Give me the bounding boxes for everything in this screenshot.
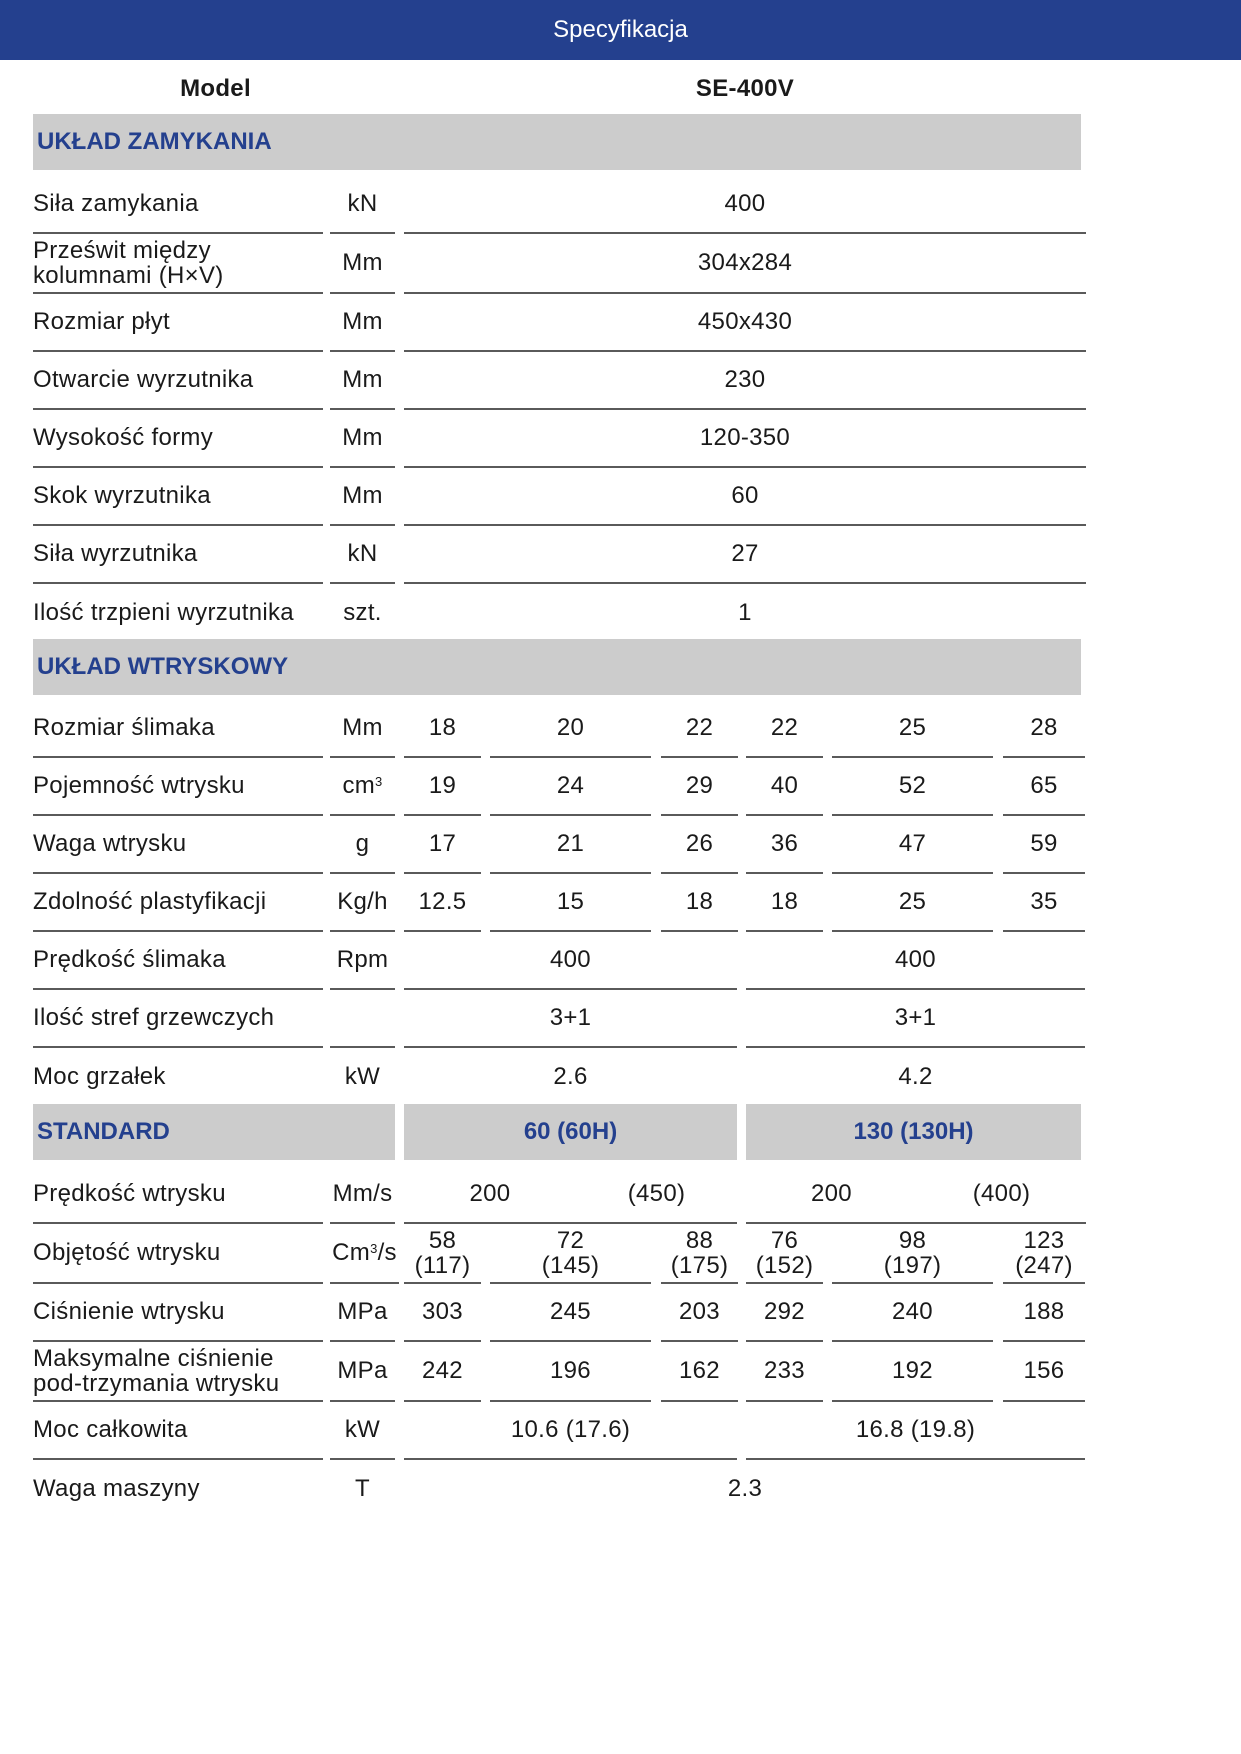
spec-label: Prześwit między kolumnami (H×V) xyxy=(33,234,323,294)
spec-label: Otwarcie wyrzutnika xyxy=(33,352,323,410)
spec-value: 12.5 xyxy=(404,874,481,932)
spec-value: 21 xyxy=(490,816,651,874)
spec-value: 18 xyxy=(661,874,738,932)
section-standard: STANDARD xyxy=(33,1104,395,1160)
spec-value: 35 xyxy=(1003,874,1085,932)
spec-value: 29 xyxy=(661,758,738,816)
spec-unit: Mm xyxy=(330,352,395,410)
spec-value: 16.8 (19.8) xyxy=(746,1402,1085,1460)
spec-value: 59 xyxy=(1003,816,1085,874)
value-bottom: (145) xyxy=(541,1252,600,1279)
spec-value: 27 xyxy=(404,526,1086,584)
spec-label: Moc grzałek xyxy=(33,1063,166,1091)
spec-label: Zdolność plastyfikacji xyxy=(33,874,323,932)
spec-value: 40 xyxy=(746,758,823,816)
spec-label: Wysokość formy xyxy=(33,410,323,468)
standard-col-2: 130 (130H) xyxy=(746,1104,1081,1160)
spec-value: 25 xyxy=(832,700,993,758)
spec-value: 10.6 (17.6) xyxy=(404,1402,737,1460)
spec-unit: Rpm xyxy=(330,932,395,990)
standard-col-1: 60 (60H) xyxy=(404,1104,737,1160)
model-label: Model xyxy=(180,75,251,103)
spec-value: (450) xyxy=(576,1166,737,1224)
spec-unit: Mm xyxy=(330,700,395,758)
section-clamping: UKŁAD ZAMYKANIA xyxy=(33,114,1081,170)
spec-value: 28 xyxy=(1003,700,1085,758)
spec-label: Waga maszyny xyxy=(33,1475,200,1503)
spec-unit: MPa xyxy=(330,1342,395,1402)
spec-value-stacked xyxy=(1003,1224,1085,1284)
spec-unit: Mm/s xyxy=(330,1166,395,1224)
spec-value: 120-350 xyxy=(404,410,1086,468)
spec-value: 18 xyxy=(746,874,823,932)
value-bottom: (117) xyxy=(414,1252,471,1279)
spec-label: Siła zamykania xyxy=(33,176,323,234)
spec-unit: Kg/h xyxy=(330,874,395,932)
spec-unit: Mm xyxy=(330,294,395,352)
spec-value: 24 xyxy=(490,758,651,816)
spec-value: 242 xyxy=(404,1342,481,1402)
value-bottom: (152) xyxy=(755,1252,814,1279)
spec-unit: kN xyxy=(330,176,395,234)
spec-value: 2.6 xyxy=(553,1063,588,1091)
spec-value: 4.2 xyxy=(898,1063,933,1091)
spec-value: 20 xyxy=(490,700,651,758)
spec-value: 230 xyxy=(404,352,1086,410)
spec-unit: g xyxy=(330,816,395,874)
spec-label: Waga wtrysku xyxy=(33,816,323,874)
spec-label: Maksymalne ciśnienie pod-trzymania wtrysku xyxy=(33,1342,323,1402)
spec-unit xyxy=(330,758,395,816)
spec-value: 60 xyxy=(404,468,1086,526)
spec-label: Ilość stref grzewczych xyxy=(33,990,323,1048)
spec-value: 192 xyxy=(832,1342,993,1402)
spec-value: 3+1 xyxy=(404,990,737,1048)
spec-value: 17 xyxy=(404,816,481,874)
spec-value: 200 xyxy=(746,1166,917,1224)
spec-value: 196 xyxy=(490,1342,651,1402)
spec-label: Skok wyrzutnika xyxy=(33,468,323,526)
spec-value: 400 xyxy=(746,932,1085,990)
spec-unit: kN xyxy=(330,526,395,584)
section-injection: UKŁAD WTRYSKOWY xyxy=(33,639,1081,695)
model-value: SE-400V xyxy=(695,75,795,103)
spec-value: 36 xyxy=(746,816,823,874)
value-top: 72 xyxy=(556,1226,585,1254)
spec-value: 1 xyxy=(738,599,752,627)
spec-unit: MPa xyxy=(330,1284,395,1342)
spec-label: Pojemność wtrysku xyxy=(33,758,323,816)
spec-value: 26 xyxy=(661,816,738,874)
spec-value: 304x284 xyxy=(404,234,1086,294)
spec-value: 22 xyxy=(661,700,738,758)
spec-unit: Mm xyxy=(330,468,395,526)
spec-value: 200 xyxy=(404,1166,576,1224)
spec-label: Moc całkowita xyxy=(33,1402,323,1460)
spec-value: 47 xyxy=(832,816,993,874)
unit-base: Cm xyxy=(332,1239,371,1267)
spec-value: 400 xyxy=(404,932,737,990)
spec-label: Prędkość ślimaka xyxy=(33,932,323,990)
spec-value-stacked xyxy=(490,1224,651,1284)
spec-value: 240 xyxy=(832,1284,993,1342)
spec-unit xyxy=(330,990,395,1048)
spec-value: 292 xyxy=(746,1284,823,1342)
spec-label: Siła wyrzutnika xyxy=(33,526,323,584)
spec-value: 156 xyxy=(1003,1342,1085,1402)
spec-value: (400) xyxy=(917,1166,1086,1224)
spec-value: 65 xyxy=(1003,758,1085,816)
spec-unit xyxy=(330,1224,399,1284)
spec-value: 245 xyxy=(490,1284,651,1342)
spec-value-stacked xyxy=(404,1224,481,1284)
value-bottom: (247) xyxy=(1015,1252,1073,1279)
header-title: Specyfikacja xyxy=(0,0,1241,60)
spec-unit: T xyxy=(355,1475,370,1503)
spec-label: Prędkość wtrysku xyxy=(33,1166,323,1224)
value-bottom: (197) xyxy=(883,1252,942,1279)
value-bottom: (175) xyxy=(670,1252,729,1279)
spec-label: Objętość wtrysku xyxy=(33,1224,323,1284)
spec-value: 188 xyxy=(1003,1284,1085,1342)
spec-unit: kW xyxy=(330,1402,395,1460)
spec-value: 52 xyxy=(832,758,993,816)
spec-value-stacked xyxy=(832,1224,993,1284)
spec-label: Rozmiar płyt xyxy=(33,294,323,352)
spec-value: 22 xyxy=(746,700,823,758)
unit-suffix: /s xyxy=(377,1239,397,1267)
value-top: 123 xyxy=(1023,1226,1065,1254)
spec-value-stacked xyxy=(746,1224,823,1284)
spec-value: 18 xyxy=(404,700,481,758)
spec-value: 400 xyxy=(404,176,1086,234)
spec-value: 203 xyxy=(661,1284,738,1342)
spec-value: 19 xyxy=(404,758,481,816)
spec-unit: Mm xyxy=(330,234,395,294)
spec-value: 25 xyxy=(832,874,993,932)
spec-value: 450x430 xyxy=(404,294,1086,352)
unit-base: cm xyxy=(342,772,376,800)
spec-label: Ciśnienie wtrysku xyxy=(33,1284,323,1342)
spec-value-stacked xyxy=(661,1224,738,1284)
spec-value: 303 xyxy=(404,1284,481,1342)
value-top: 98 xyxy=(898,1226,927,1254)
spec-value: 3+1 xyxy=(746,990,1085,1048)
unit-superscript: 3 xyxy=(375,774,383,790)
spec-unit: Mm xyxy=(330,410,395,468)
spec-unit: kW xyxy=(344,1063,381,1091)
spec-label: Rozmiar ślimaka xyxy=(33,700,323,758)
spec-value: 233 xyxy=(746,1342,823,1402)
spec-label: Ilość trzpieni wyrzutnika xyxy=(33,599,294,627)
spec-unit: szt. xyxy=(343,599,382,627)
value-top: 58 xyxy=(428,1226,457,1254)
value-top: 76 xyxy=(770,1226,799,1254)
spec-value: 15 xyxy=(490,874,651,932)
spec-value: 162 xyxy=(661,1342,738,1402)
unit-superscript: 3 xyxy=(370,1241,378,1257)
value-top: 88 xyxy=(685,1226,714,1254)
spec-value: 2.3 xyxy=(727,1475,763,1503)
